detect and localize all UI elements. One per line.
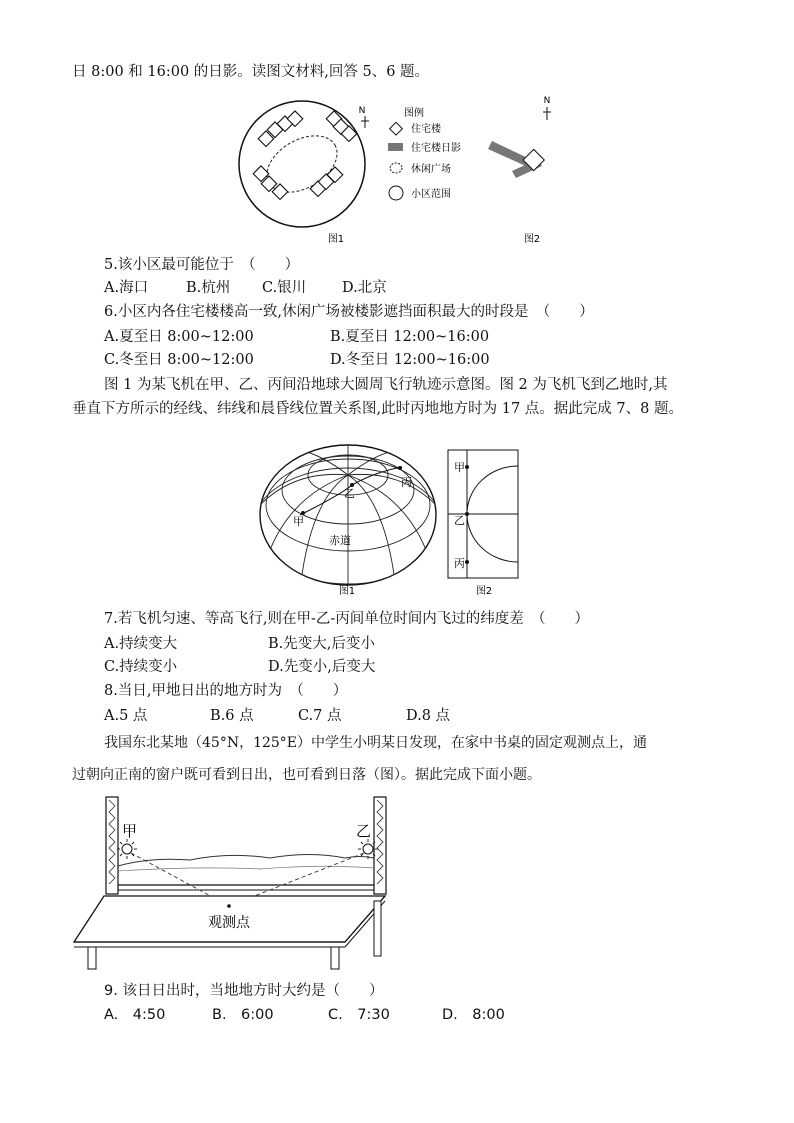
q9-option-c[interactable]: C. 7:30 xyxy=(328,1007,390,1023)
q7-stem: 7.若飞机匀速、等高飞行,则在甲-乙-丙间单位时间内飞过的纬度差 （ ） xyxy=(104,611,589,627)
fig-b-caption1: 图1 xyxy=(338,586,356,597)
globe-label-equator: 赤道 xyxy=(329,534,351,547)
globe-label-bing: 丙 xyxy=(401,476,412,489)
q5-option-c[interactable]: C.银川 xyxy=(262,280,307,296)
q8-option-a[interactable]: A.5 点 xyxy=(104,708,148,724)
q8-option-c[interactable]: C.7 点 xyxy=(298,708,342,724)
legend-shadow: 住宅楼日影 xyxy=(411,143,461,154)
q5-option-a[interactable]: A.海口 xyxy=(104,280,149,296)
intro-line: 日 8:00 和 16:00 的日影。读图文材料,回答 5、6 题。 xyxy=(72,64,430,80)
para2-line1: 图 1 为某飞机在甲、乙、丙间沿地球大圆周飞行轨迹示意图。图 2 为飞机飞到乙地时,其 xyxy=(104,377,668,393)
observation-point-label: 观测点 xyxy=(208,915,250,931)
q6-option-c[interactable]: C.冬至日 8:00~12:00 xyxy=(104,352,254,368)
q7-option-b[interactable]: B.先变大,后变小 xyxy=(268,636,375,652)
sun-jia xyxy=(117,822,137,859)
q9-option-a[interactable]: A. 4:50 xyxy=(104,1007,166,1023)
q9-stem: 9. 该日日出时，当地地方时大约是（ ） xyxy=(104,983,384,999)
diagram-label-yi: 乙 xyxy=(454,514,465,527)
q5-option-d[interactable]: D.北京 xyxy=(342,280,387,296)
fig-a-caption2: 图2 xyxy=(523,234,541,245)
window-label-yi: 乙 xyxy=(356,822,372,840)
q5-option-b[interactable]: B.杭州 xyxy=(186,280,231,296)
legend-plaza: 休闲广场 xyxy=(411,164,451,175)
q5-stem: 5.该小区最可能位于 （ ） xyxy=(104,257,300,273)
q7-option-d[interactable]: D.先变小,后变大 xyxy=(268,659,376,675)
q6-option-a[interactable]: A.夏至日 8:00~12:00 xyxy=(104,329,254,345)
legend-building: 住宅楼 xyxy=(411,124,441,135)
q7-option-a[interactable]: A.持续变大 xyxy=(104,636,178,652)
north-label: N xyxy=(358,106,366,116)
q8-option-d[interactable]: D.8 点 xyxy=(406,708,451,724)
para2-line2: 垂直下方所示的经线、纬线和晨昏线位置关系图,此时丙地地方时为 17 点。据此完成 7、8 题。 xyxy=(72,401,683,417)
q6-stem: 6.小区内各住宅楼楼高一致,休闲广场被楼影遮挡面积最大的时段是 （ ） xyxy=(104,304,594,320)
globe-label-yi: 乙 xyxy=(344,487,355,500)
diagram-label-bing: 丙 xyxy=(454,557,465,570)
q9-option-b[interactable]: B. 6:00 xyxy=(212,1007,274,1023)
q8-option-b[interactable]: B.6 点 xyxy=(210,708,254,724)
window-label-jia: 甲 xyxy=(122,822,138,840)
q8-stem: 8.当日,甲地日出的地方时为 （ ） xyxy=(104,683,348,699)
window-frame xyxy=(106,797,386,894)
fig-b-caption2: 图2 xyxy=(475,586,493,597)
para3-line2: 过朝向正南的窗户既可看到日出，也可看到日落（图）。据此完成下面小题。 xyxy=(72,767,541,783)
q6-option-b[interactable]: B.夏至日 12:00~16:00 xyxy=(330,329,490,345)
para3-line1: 我国东北某地（45°N，125°E）中学生小明某日发现，在家中书桌的固定观测点上，通 xyxy=(104,735,648,751)
diagram-label-jia: 甲 xyxy=(454,461,465,474)
north-label-2: N xyxy=(543,96,551,106)
q9-option-d[interactable]: D. 8:00 xyxy=(442,1007,505,1023)
legend-title: 图例 xyxy=(404,108,424,119)
desk xyxy=(74,896,385,969)
q6-option-d[interactable]: D.冬至日 12:00~16:00 xyxy=(330,352,490,368)
globe-label-jia: 甲 xyxy=(293,515,304,528)
q7-option-c[interactable]: C.持续变小 xyxy=(104,659,178,675)
legend-range: 小区范围 xyxy=(411,189,451,200)
fig-a-caption1: 图1 xyxy=(327,234,345,245)
